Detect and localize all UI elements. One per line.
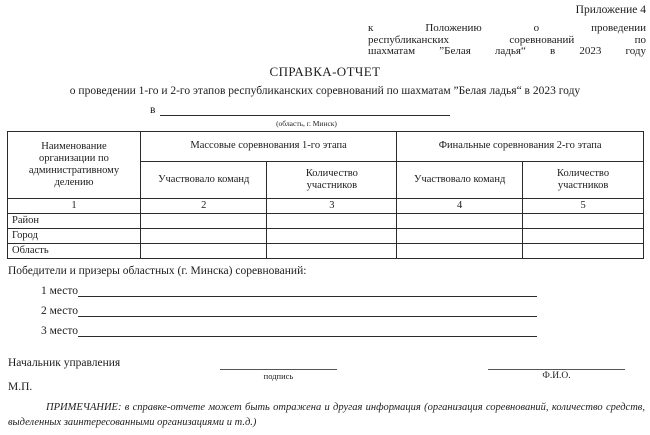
document-title: СПРАВКА-ОТЧЕТ [269, 64, 381, 79]
place-row-1 [41, 277, 537, 297]
place-3-blank-line [78, 324, 537, 337]
place-3-label: 3 место [41, 325, 79, 337]
signer-position-label: Начальник управления [8, 357, 121, 369]
appendix-block [368, 4, 646, 58]
column-number: 4 [397, 199, 523, 214]
table-cell [140, 214, 267, 229]
row-label-region: Область [8, 244, 141, 259]
signature-blank-line [220, 357, 337, 370]
signature-caption: подпись [263, 371, 294, 381]
fullname-caption: Ф.И.О. [542, 371, 571, 381]
appendix-reference-line: республиканских соревнований по [368, 33, 646, 46]
table-row [8, 244, 644, 259]
table-cell [397, 214, 523, 229]
location-blank-line [160, 103, 450, 116]
column-number: 3 [267, 199, 397, 214]
table-row [8, 214, 644, 229]
column-header-teams-stage2: Участвовало команд [397, 162, 523, 199]
group-header-stage2: Финальные соревнования 2-го этапа [397, 132, 644, 162]
place-row-2 [41, 297, 537, 317]
table-cell [267, 214, 397, 229]
column-header-organization [8, 132, 141, 199]
table-cell [140, 229, 267, 244]
winners-heading: Победители и призеры областных (г. Минска) соревнований: [8, 265, 307, 277]
column-number: 1 [8, 199, 141, 214]
row-label-city: Город [8, 229, 141, 244]
column-number: 2 [140, 199, 267, 214]
table-cell [523, 244, 644, 259]
place-1-label: 1 место [41, 285, 79, 297]
signature-section [8, 357, 625, 381]
group-header-stage1: Массовые соревнования 1-го этапа [140, 132, 396, 162]
location-caption: (область, г. Минск) [276, 119, 337, 128]
column-header-participants-stage1 [267, 162, 397, 199]
column-number-row [8, 199, 644, 214]
document-subtitle: о проведении 1-го и 2-го этапов республиканских соревнований по шахматам ”Белая ладья“ в 2023 году [69, 85, 581, 97]
table-cell [267, 244, 397, 259]
column-header-participants-stage2 [523, 162, 644, 199]
place-2-blank-line [78, 304, 537, 317]
column-header-teams-stage1: Участвовало команд [140, 162, 267, 199]
appendix-reference [368, 23, 646, 58]
table-cell [397, 229, 523, 244]
results-table [7, 131, 644, 259]
place-1-blank-line [78, 284, 537, 297]
table-cell [397, 244, 523, 259]
winners-section [8, 265, 537, 337]
place-2-label: 2 место [41, 305, 79, 317]
column-number: 5 [523, 199, 644, 214]
stamp-place-label: М.П. [8, 381, 33, 393]
table-row [8, 229, 644, 244]
fullname-field [488, 357, 625, 381]
column-header-participants-stage1-text: Количество участников [305, 167, 358, 191]
row-label-district: Район [8, 214, 141, 229]
fullname-blank-line [488, 357, 625, 370]
appendix-reference-line: к Положению о проведении [368, 22, 646, 34]
location-prefix-label: в [150, 104, 156, 116]
table-cell [523, 214, 644, 229]
appendix-reference-line: шахматам ”Белая ладья“ в 2023 году [368, 45, 646, 57]
table-cell [267, 229, 397, 244]
table-cell [140, 244, 267, 259]
location-field-row [150, 103, 450, 116]
results-table-wrap [7, 131, 644, 259]
table-cell [523, 229, 644, 244]
column-header-organization-text: Наименование организации по административному делению [28, 140, 120, 189]
signature-field [220, 357, 337, 381]
appendix-number: Приложение 4 [575, 4, 646, 16]
column-header-participants-stage2-text: Количество участников [557, 167, 610, 191]
note-paragraph: ПРИМЕЧАНИЕ: в справке-отчете может быть отражена и другая информация (организация соревнований, количество средств, выделенных заинтересованными организациями и т.д.) [8, 402, 645, 428]
place-row-3 [41, 317, 537, 337]
